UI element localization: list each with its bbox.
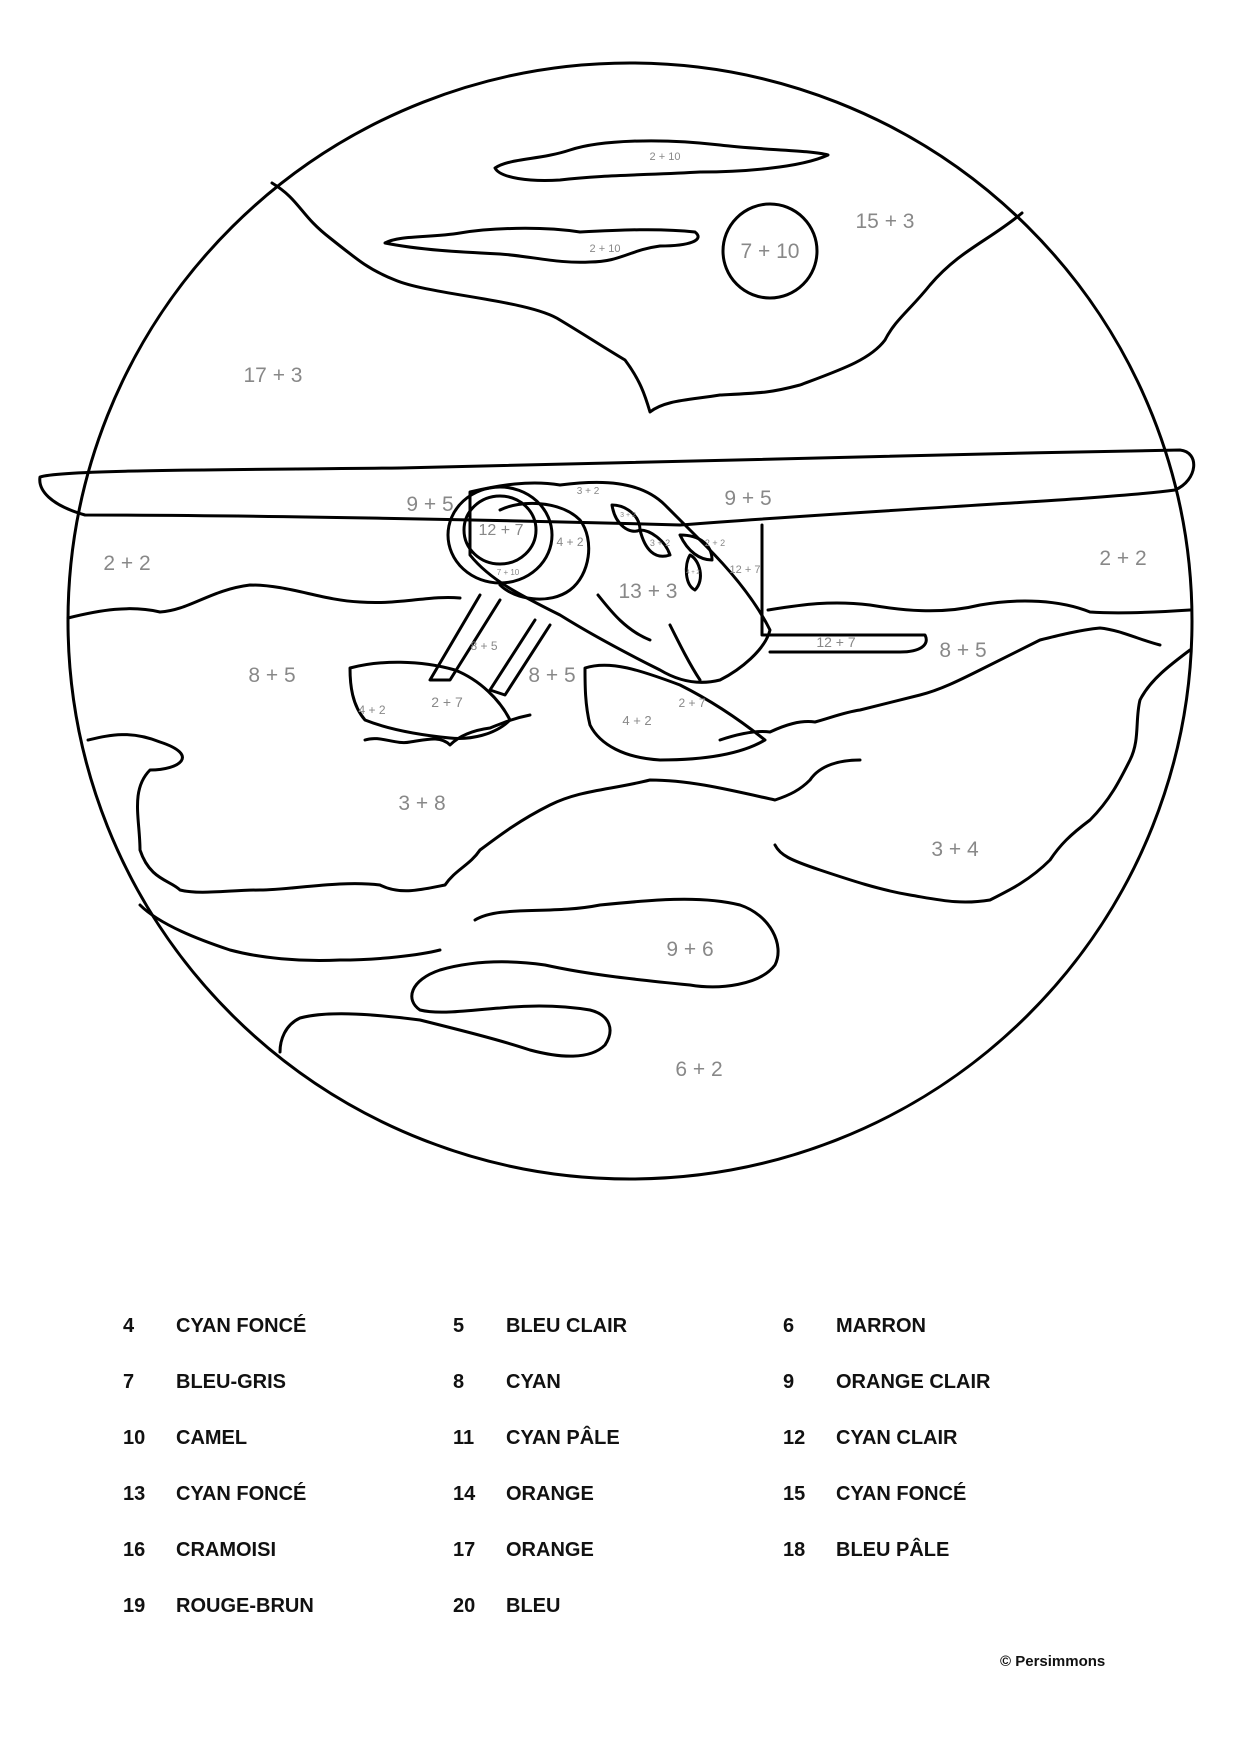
legend-number: 12 <box>783 1426 806 1449</box>
legend-entry <box>453 1483 783 1506</box>
legend-row <box>123 1298 1123 1354</box>
legend-number: 19 <box>123 1594 146 1617</box>
zone-label-window-top: 3 + 2 <box>576 486 600 497</box>
legend-entry <box>783 1539 1113 1562</box>
legend-row <box>123 1578 1123 1634</box>
legend-color-name: MARRON <box>836 1314 926 1337</box>
zone-label-window-c: 2 + 2 <box>704 538 726 548</box>
legend-color-name: CAMEL <box>176 1426 248 1449</box>
zone-label-engine: 12 + 7 <box>478 522 524 539</box>
zone-label-hill-left: 2 + 2 <box>103 552 151 575</box>
zone-label-engine-small: 7 + 10 <box>496 568 520 577</box>
legend-number: 14 <box>453 1482 476 1505</box>
legend-entry <box>783 1483 1113 1506</box>
zone-label-float-left-front: 4 + 2 <box>358 703 386 717</box>
legend-entry <box>123 1371 453 1394</box>
engine-cowl <box>500 503 589 599</box>
zone-label-window-d: 4 + 2 <box>686 570 700 576</box>
float-left <box>350 662 510 738</box>
legend-entry <box>783 1315 1113 1338</box>
zone-label-wing-right: 9 + 5 <box>724 487 772 510</box>
legend-number: 13 <box>123 1482 146 1505</box>
legend-entry <box>123 1539 453 1562</box>
zone-label-float-left: 2 + 7 <box>431 694 463 710</box>
wave-crest-left <box>365 715 530 745</box>
zone-label-stream: 9 + 6 <box>666 938 714 961</box>
zone-label-cloud-top: 2 + 10 <box>649 151 681 163</box>
zone-label-stabilizer: 12 + 7 <box>816 634 856 650</box>
legend-number: 10 <box>123 1426 146 1449</box>
zone-label-window-a: 3 + 2 <box>620 512 636 519</box>
legend-entry <box>783 1371 1113 1394</box>
legend-color-name: ORANGE CLAIR <box>836 1370 991 1393</box>
legend-number: 18 <box>783 1538 806 1561</box>
legend-color-name: CYAN CLAIR <box>836 1426 958 1449</box>
zone-label-sea-right: 8 + 5 <box>939 639 987 662</box>
zone-label-wave-right: 3 + 4 <box>931 838 979 861</box>
legend-number: 11 <box>453 1426 475 1449</box>
zone-label-cloud-mid: 2 + 10 <box>589 243 621 255</box>
tail-fin <box>762 525 926 652</box>
legend-color-name: CRAMOISI <box>176 1538 276 1561</box>
legend-color-name: BLEU PÂLE <box>836 1538 950 1561</box>
legend-number: 5 <box>453 1314 465 1337</box>
legend-row <box>123 1522 1123 1578</box>
fuselage-line <box>598 595 700 680</box>
legend-row <box>123 1410 1123 1466</box>
color-legend <box>123 1298 1123 1634</box>
legend-entry <box>123 1427 453 1450</box>
legend-entry <box>123 1483 453 1506</box>
zone-label-sun: 7 + 10 <box>740 240 800 263</box>
zone-label-wave-left: 3 + 8 <box>398 792 446 815</box>
legend-entry <box>453 1371 783 1394</box>
legend-color-name: BLEU CLAIR <box>506 1314 628 1337</box>
zone-label-strut: 8 + 5 <box>470 639 498 653</box>
zone-label-tail-strut: 12 + 7 <box>729 564 761 576</box>
zone-label-sea-center: 8 + 5 <box>528 664 576 687</box>
legend-color-name: ROUGE-BRUN <box>176 1594 314 1617</box>
horizon-left <box>68 585 460 618</box>
legend-entry <box>123 1595 453 1618</box>
legend-entry <box>453 1595 783 1618</box>
legend-color-name: BLEU-GRIS <box>176 1370 286 1393</box>
legend-color-name: CYAN PÂLE <box>506 1426 620 1449</box>
zone-label-sky-right: 15 + 3 <box>855 210 915 233</box>
legend-entry <box>123 1315 453 1338</box>
zone-label-float-right: 2 + 7 <box>678 696 706 710</box>
legend-color-name: CYAN FONCÉ <box>176 1482 307 1505</box>
stream <box>280 899 778 1056</box>
zone-label-sky-left: 17 + 3 <box>243 364 303 387</box>
legend-number: 15 <box>783 1482 806 1505</box>
legend-color-name: ORANGE <box>506 1482 594 1505</box>
legend-entry <box>453 1539 783 1562</box>
cloud-mid <box>385 228 698 262</box>
wave-right <box>775 650 1190 902</box>
legend-color-name: CYAN <box>506 1370 561 1393</box>
legend-color-name: ORANGE <box>506 1538 594 1561</box>
legend-number: 7 <box>123 1370 135 1393</box>
zone-label-float-right-front: 4 + 2 <box>622 713 652 728</box>
legend-number: 9 <box>783 1370 795 1393</box>
zone-label-window-b: 3 + 2 <box>649 538 671 548</box>
legend-color-name: CYAN FONCÉ <box>176 1314 307 1337</box>
legend-color-name: BLEU <box>506 1594 561 1617</box>
zone-label-wing-left: 9 + 5 <box>406 493 454 516</box>
legend-row <box>123 1466 1123 1522</box>
legend-entry <box>453 1315 783 1338</box>
legend-number: 20 <box>453 1594 476 1617</box>
horizon-right <box>768 601 1190 613</box>
legend-number: 4 <box>123 1314 135 1337</box>
wave-left <box>88 735 860 893</box>
zone-label-cowl: 4 + 2 <box>556 535 584 549</box>
legend-number: 8 <box>453 1370 465 1393</box>
zone-label-fuselage: 13 + 3 <box>618 580 678 603</box>
legend-row <box>123 1354 1123 1410</box>
wing <box>40 450 1194 525</box>
legend-number: 17 <box>453 1538 476 1561</box>
legend-entry <box>783 1427 1113 1450</box>
zone-label-hill-right: 2 + 2 <box>1099 547 1147 570</box>
legend-number: 6 <box>783 1314 795 1337</box>
copyright-notice: © Persimmons <box>1000 1653 1106 1670</box>
float-right <box>585 665 765 760</box>
zone-label-sand: 6 + 2 <box>675 1058 723 1081</box>
zone-label-sea-left: 8 + 5 <box>248 664 296 687</box>
legend-number: 16 <box>123 1538 146 1561</box>
legend-entry <box>453 1427 783 1450</box>
shore-left <box>140 905 440 961</box>
legend-color-name: CYAN FONCÉ <box>836 1482 967 1505</box>
